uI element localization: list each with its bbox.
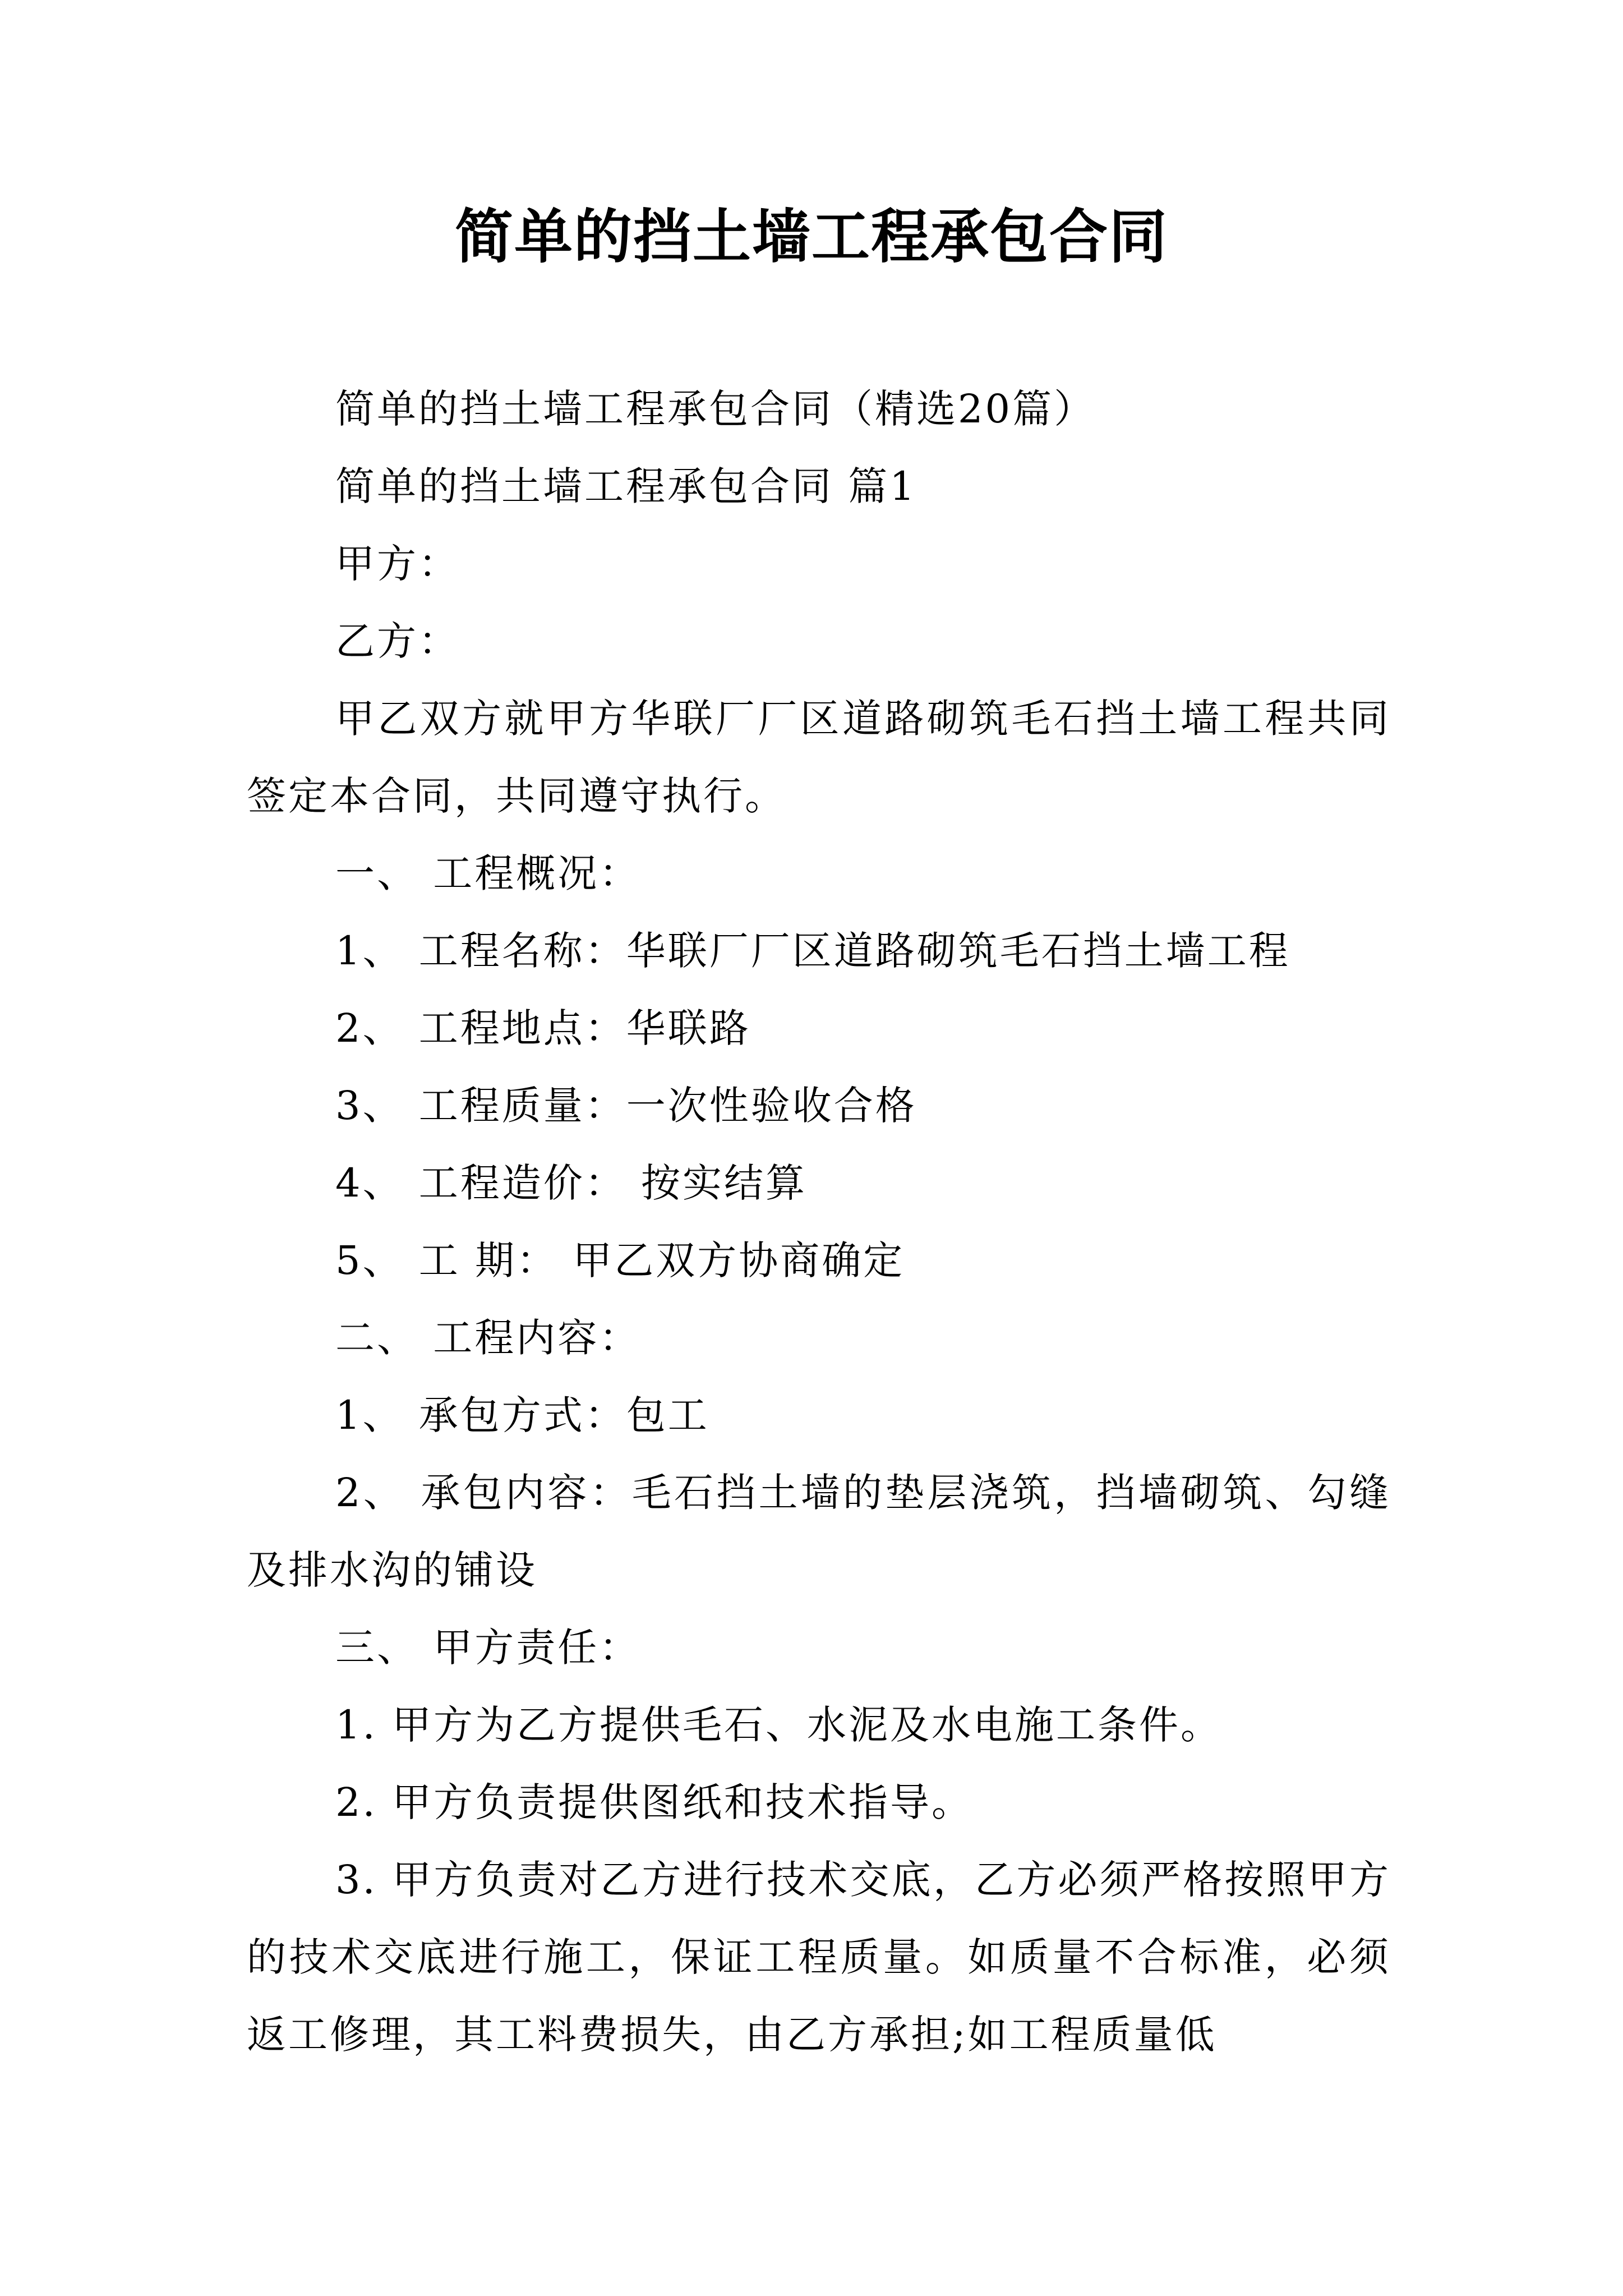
paragraph-item-2-1: 1、 承包方式：包工 xyxy=(335,1392,709,1438)
paragraph-section-2: 二、 工程内容： xyxy=(335,1315,641,1361)
paragraph-item-1-1: 1、 工程名称：华联厂厂区道路砌筑毛石挡土墙工程 xyxy=(335,928,1290,974)
paragraph-party-b: 乙方： xyxy=(335,618,460,664)
paragraph-item-2-2: 2、 承包内容：毛石挡土墙的垫层浇筑，挡墙砌筑、勾缝及排水沟的铺设 xyxy=(247,1470,1391,1593)
paragraph-item-3-2: 2. 甲方负责提供图纸和技术指导。 xyxy=(335,1779,974,1825)
paragraph-section-heading: 简单的挡土墙工程承包合同 篇1 xyxy=(335,463,917,509)
document-title: 简单的挡土墙工程承包合同 xyxy=(454,202,1168,271)
document-body xyxy=(247,370,1391,2073)
paragraph-item-1-5: 5、 工 期： 甲乙双方协商确定 xyxy=(335,1237,905,1283)
paragraph-section-3: 三、 甲方责任： xyxy=(335,1625,641,1671)
paragraph-agreement: 甲乙双方就甲方华联厂厂区道路砌筑毛石挡土墙工程共同签定本合同，共同遵守执行。 xyxy=(247,696,1391,819)
paragraph-section-1: 一、 工程概况： xyxy=(335,850,641,896)
paragraph-item-1-2: 2、 工程地点：华联路 xyxy=(335,1005,751,1051)
paragraph-item-3-1: 1. 甲方为乙方提供毛石、水泥及水电施工条件。 xyxy=(335,1702,1223,1748)
paragraph-subtitle: 简单的挡土墙工程承包合同（精选20篇） xyxy=(335,386,1096,432)
paragraph-party-a: 甲方： xyxy=(335,541,460,587)
paragraph-item-3-3: 3. 甲方负责对乙方进行技术交底，乙方必须严格按照甲方的技术交底进行施工，保证工程质量。如质量不合标准，必须返工修理，其工料费损失，由乙方承担;如工程质量低 xyxy=(247,1857,1391,2058)
paragraph-item-1-3: 3、 工程质量：一次性验收合格 xyxy=(335,1083,917,1129)
paragraph-item-1-4: 4、 工程造价： 按实结算 xyxy=(335,1160,808,1206)
